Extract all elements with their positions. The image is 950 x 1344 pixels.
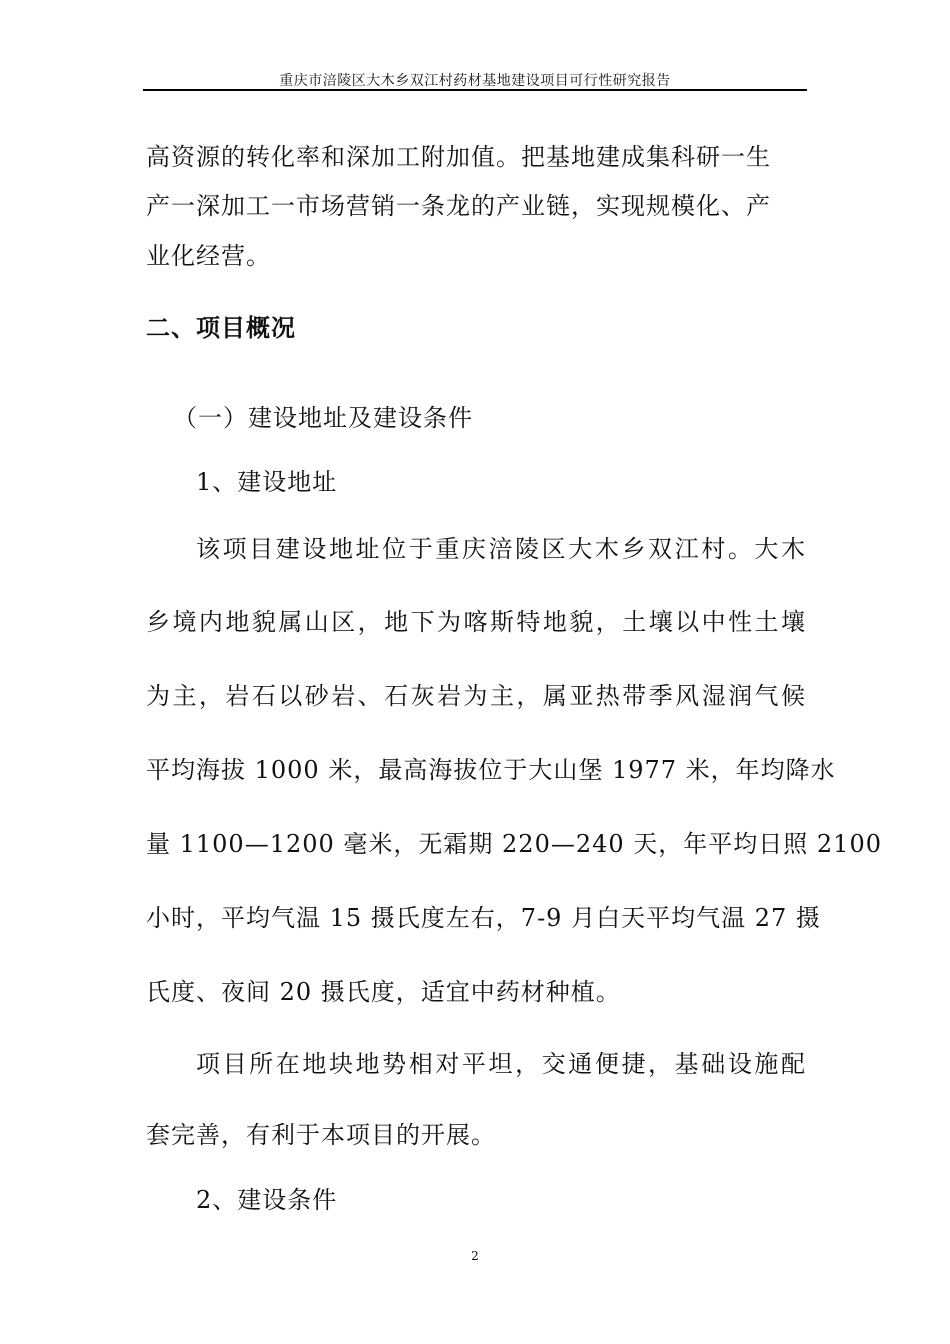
header-rule: [143, 89, 807, 91]
paragraph-line: 项目所在地块地势相对平坦，交通便捷，基础设施配: [196, 1050, 806, 1078]
item-heading: 2、建设条件: [196, 1186, 338, 1214]
item-heading: 1、建设地址: [196, 468, 338, 496]
paragraph-line: 氏度、夜间 20 摄氏度，适宜中药材种植。: [146, 978, 621, 1006]
paragraph-line: 小时，平均气温 15 摄氏度左右，7-9 月白天平均气温 27 摄: [146, 904, 821, 932]
paragraph-line: 该项目建设地址位于重庆涪陵区大木乡双江村。大木: [196, 535, 806, 563]
intro-line: 高资源的转化率和深加工附加值。把基地建成集科研一生: [146, 143, 771, 171]
section-heading: 二、项目概况: [146, 313, 296, 342]
paragraph-line: 乡境内地貌属山区，地下为喀斯特地貌，土壤以中性土壤: [146, 608, 806, 636]
paragraph-line: 平均海拔 1000 米，最高海拔位于大山堡 1977 米，年均降水: [146, 756, 836, 784]
paragraph-line: 套完善，有利于本项目的开展。: [146, 1121, 496, 1149]
subsection-heading: （一）建设地址及建设条件: [173, 404, 473, 432]
intro-line: 业化经营。: [146, 242, 271, 270]
intro-line: 产一深加工一市场营销一条龙的产业链，实现规模化、产: [146, 192, 771, 220]
paragraph-line: 为主，岩石以砂岩、石灰岩为主，属亚热带季风湿润气候: [146, 682, 806, 710]
page-header-title: 重庆市涪陵区大木乡双江村药材基地建设项目可行性研究报告: [279, 73, 671, 89]
paragraph-line: 量 1100—1200 毫米，无霜期 220—240 天，年平均日照 2100: [146, 830, 882, 858]
page-number: 2: [471, 1249, 479, 1263]
